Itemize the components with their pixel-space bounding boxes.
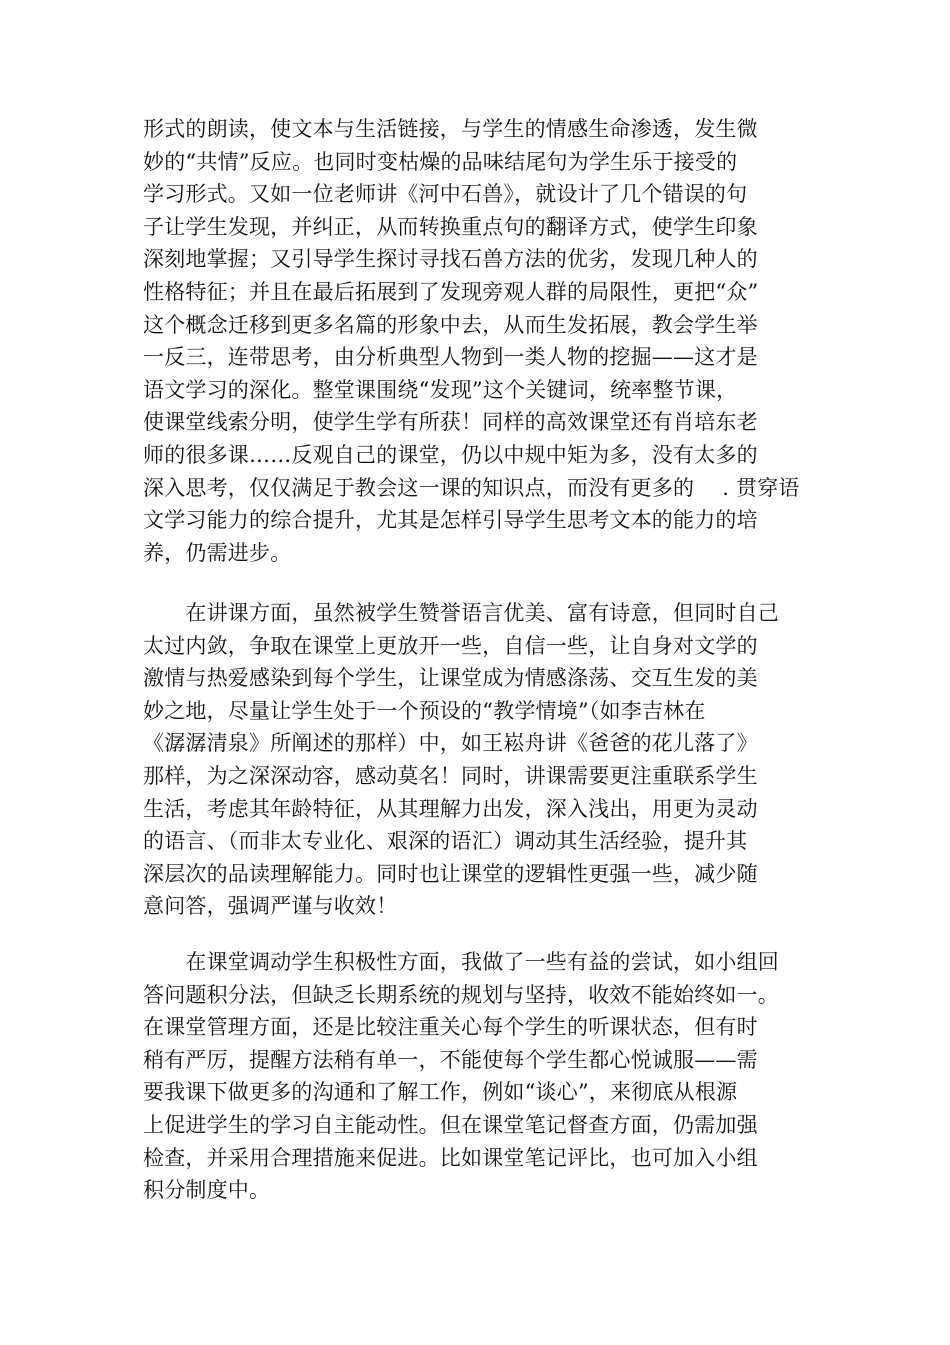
text-line: 要我课下做更多的沟通和了解工作，例如“谈心”，来彻底从根源 — [143, 1080, 738, 1105]
text-line: 妙之地，尽量让学生处于一个预设的“教学情境”（如李吉林在 — [143, 698, 706, 723]
text-line: 上促进学生的学习自主能动性。但在课堂笔记督查方面，仍需加强 — [143, 1112, 758, 1137]
text-line: 深刻地掌握；又引导学生探讨寻找石兽方法的优劣，发现几种人的 — [143, 247, 758, 272]
text-line: 《潺潺清泉》所阐述的那样）中，如王崧舟讲《爸爸的花儿落了》 — [143, 731, 758, 756]
text-line: 文学习能力的综合提升，尤其是怎样引导学生思考文本的能力的培 — [143, 508, 758, 533]
text-line: 形式的朗读，使文本与生活链接，与学生的情感生命渗透，发生微 — [143, 117, 758, 141]
text-line: 子让学生发现，并纠正，从而转换重点句的翻译方式，使学生印象 — [143, 214, 758, 239]
text-line: 那样，为之深深动容，感动莫名！同时，讲课需要更注重联系学生 — [143, 763, 758, 788]
text-line: 养，仍需进步。 — [143, 540, 292, 565]
text-line: 答问题积分法，但缺乏长期系统的规划与坚持，收效不能始终如一。 — [143, 982, 779, 1007]
text-line: 使课堂线索分明，使学生学有所获！同样的高效课堂还有肖培东老 — [143, 410, 758, 435]
paragraph-1 — [143, 113, 823, 569]
text-line: 师的很多课……反观自己的课堂，仍以中规中矩为多，没有太多的 — [143, 442, 758, 467]
text-line: 生活，考虑其年龄特征，从其理解力出发，深入浅出，用更为灵动 — [143, 796, 758, 821]
text-line: 性格特征；并且在最后拓展到了发现旁观人群的局限性，更把“众” — [143, 279, 759, 304]
text-line: 检查，并采用合理措施来促进。比如课堂笔记评比，也可加入小组 — [143, 1145, 758, 1170]
text-line: 在课堂管理方面，还是比较注重关心每个学生的听课状态，但有时 — [143, 1015, 758, 1040]
paragraph-2 — [143, 597, 823, 923]
text-line: 语文学习的深化。整堂课围绕“发现”这个关键词，统率整节课， — [143, 377, 738, 402]
text-line: 的语言、（而非太专业化、艰深的语汇）调动其生活经验，提升其 — [143, 829, 748, 854]
text-line: 意问答，强调严谨与收效！ — [143, 894, 398, 919]
text-line: 一反三，连带思考，由分析典型人物到一类人物的挖掘——这才是 — [143, 345, 758, 370]
text-line: 深入思考，仅仅满足于教会这一课的知识点，而没有更多的 . 贯穿语 — [143, 475, 800, 500]
text-line: 稍有严厉，提醒方法稍有单一，不能使每个学生都心悦诚服——需 — [143, 1047, 758, 1072]
text-line: 太过内敛，争取在课堂上更放开一些，自信一些，让自身对文学的 — [143, 633, 758, 658]
text-line: 学习形式。又如一位老师讲《河中石兽》，就设计了几个错误的句 — [143, 182, 748, 207]
text-line: 在课堂调动学生积极性方面，我做了一些有益的尝试，如小组回 — [143, 950, 779, 974]
text-line: 激情与热爱感染到每个学生，让课堂成为情感涤荡、交互生发的美 — [143, 666, 758, 691]
text-line: 在讲课方面，虽然被学生赞誉语言优美、富有诗意，但同时自己 — [143, 601, 779, 625]
text-line: 积分制度中。 — [143, 1178, 271, 1203]
text-line: 妙的“共情”反应。也同时变枯燥的品味结尾句为学生乐于接受的 — [143, 149, 738, 174]
text-line: 深层次的品读理解能力。同时也让课堂的逻辑性更强一些，减少随 — [143, 861, 758, 886]
paragraph-3 — [143, 946, 823, 1207]
text-line: 这个概念迁移到更多名篇的形象中去，从而生发拓展，教会学生举 — [143, 312, 758, 337]
